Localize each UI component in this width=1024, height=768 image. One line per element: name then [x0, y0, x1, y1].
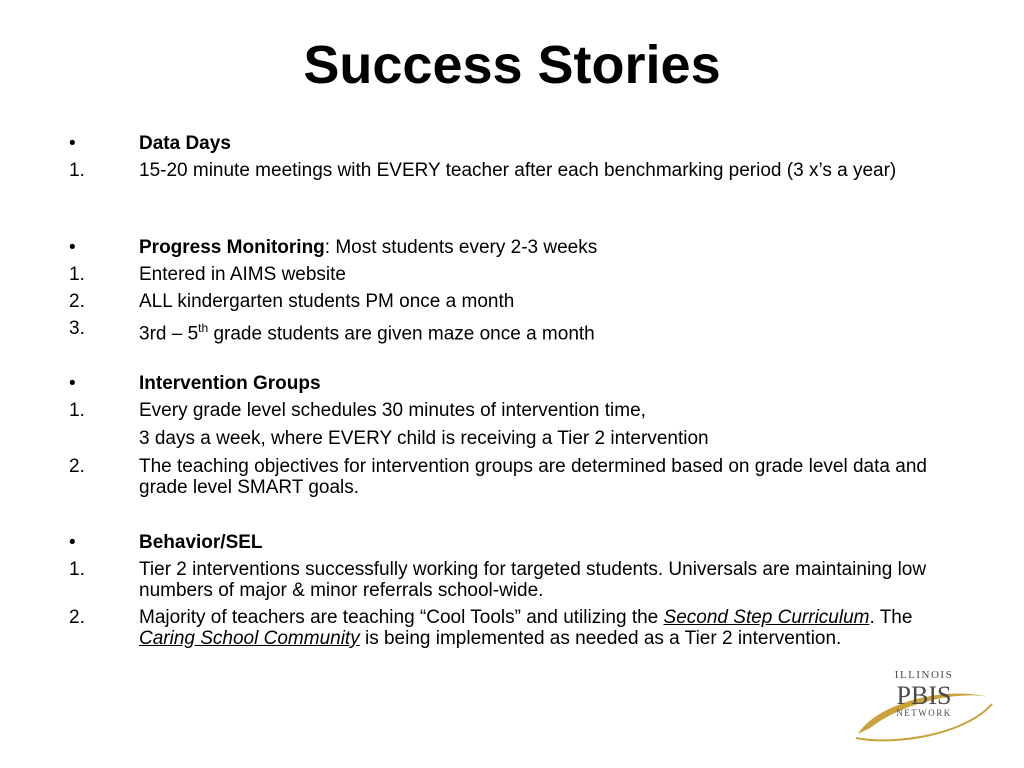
list-item-continuation: 3 days a week, where EVERY child is receiving a Tier 2 intervention: [139, 428, 709, 449]
section-heading-progress-monitoring: • Progress Monitoring: Most students every 2-3 weeks: [69, 237, 598, 258]
list-item: 2. ALL kindergarten students PM once a month: [69, 291, 515, 312]
slide-title: Success Stories: [303, 35, 721, 95]
section-heading-intervention-groups: • Intervention Groups: [69, 373, 321, 394]
bullet: •: [69, 532, 76, 553]
list-item: 1. Entered in AIMS website: [69, 264, 346, 285]
list-item: 1. Tier 2 interventions successfully working for targeted students. Universals are maintaining low numbers of major & minor referrals school-wide.: [69, 559, 927, 601]
list-item: 1. Every grade level schedules 30 minutes of intervention time,: [69, 400, 646, 421]
illinois-pbis-network-logo: [846, 664, 996, 744]
list-item: 3. 3rd – 5th grade students are given maze once a month: [69, 318, 595, 345]
bullet: •: [69, 237, 76, 258]
logo-line-2: PBIS: [896, 681, 952, 710]
logo-line-1: ILLINOIS: [894, 669, 954, 681]
section-heading-behavior-sel: • Behavior/SEL: [69, 532, 263, 553]
bullet: •: [69, 373, 76, 394]
list-item: 1. 15-20 minute meetings with EVERY teacher after each benchmarking period (3 x’s a year): [69, 160, 897, 181]
caring-school-community-link[interactable]: Caring School Community: [139, 628, 360, 649]
section-heading-data-days: • Data Days: [69, 133, 231, 154]
logo-line-3: NETWORK: [896, 708, 952, 718]
bullet: •: [69, 133, 76, 154]
list-item: 2. Majority of teachers are teaching “Cool Tools” and utilizing the Second Step Curriculum. The Caring School Community is being implemented as needed as a Tier 2 intervention.: [69, 607, 913, 649]
second-step-link[interactable]: Second Step Curriculum: [663, 607, 870, 628]
list-item: 2. The teaching objectives for intervention groups are determined based on grade level data and grade level SMART goals.: [69, 456, 927, 498]
logo-swoosh-icon: [846, 664, 996, 744]
